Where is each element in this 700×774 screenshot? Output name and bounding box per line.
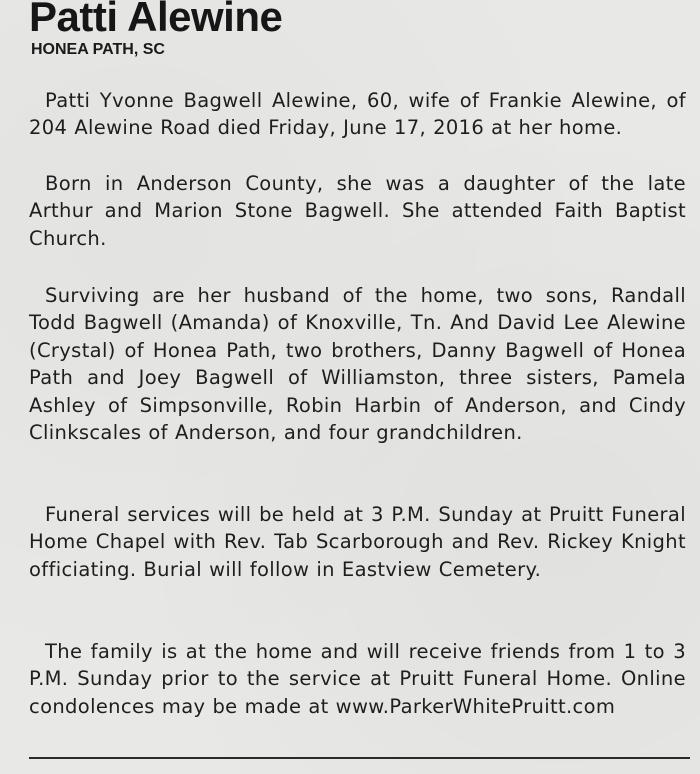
paragraph-death-notice: Patti Yvonne Bagwell Alewine, 60, wife of Frankie Alewine, of 204 Alewine Road died Friday, June 17, 2016 at her home.: [29, 89, 686, 140]
bottom-divider: [29, 757, 690, 759]
paragraph-survivors: Surviving are her husband of the home, two sons, Randall Todd Bagwell (Amanda) of Knoxville, Tn. And David Lee Alewine (Crystal) of Honea Path, two brothers, Danny Bagwell of Honea Path and Joey Bagwell of Williamston, three sisters, Pamela Ashley of Simpsonville, Robin Harbin of Anderson, and Cindy Clinkscales of Anderson, and four grandchildren.: [29, 284, 686, 445]
paragraph-birth-parents: Born in Anderson County, she was a daughter of the late Arthur and Marion Stone Bagwell. She attended Faith Baptist Church.: [29, 172, 686, 250]
paragraph-visitation: The family is at the home and will receive friends from 1 to 3 P.M. Sunday prior to the service at Pruitt Funeral Home. Online condolences may be made at www.ParkerWhitePruitt.com: [29, 640, 686, 718]
obituary-location: HONEA PATH, SC: [31, 41, 165, 58]
paragraph-funeral-services: Funeral services will be held at 3 P.M. Sunday at Pruitt Funeral Home Chapel with Rev. Tab Scarborough and Rev. Rickey Knight officiating. Burial will follow in Eastview Cemetery.: [29, 503, 686, 581]
obituary-headline: Patti Alewine: [29, 0, 283, 40]
